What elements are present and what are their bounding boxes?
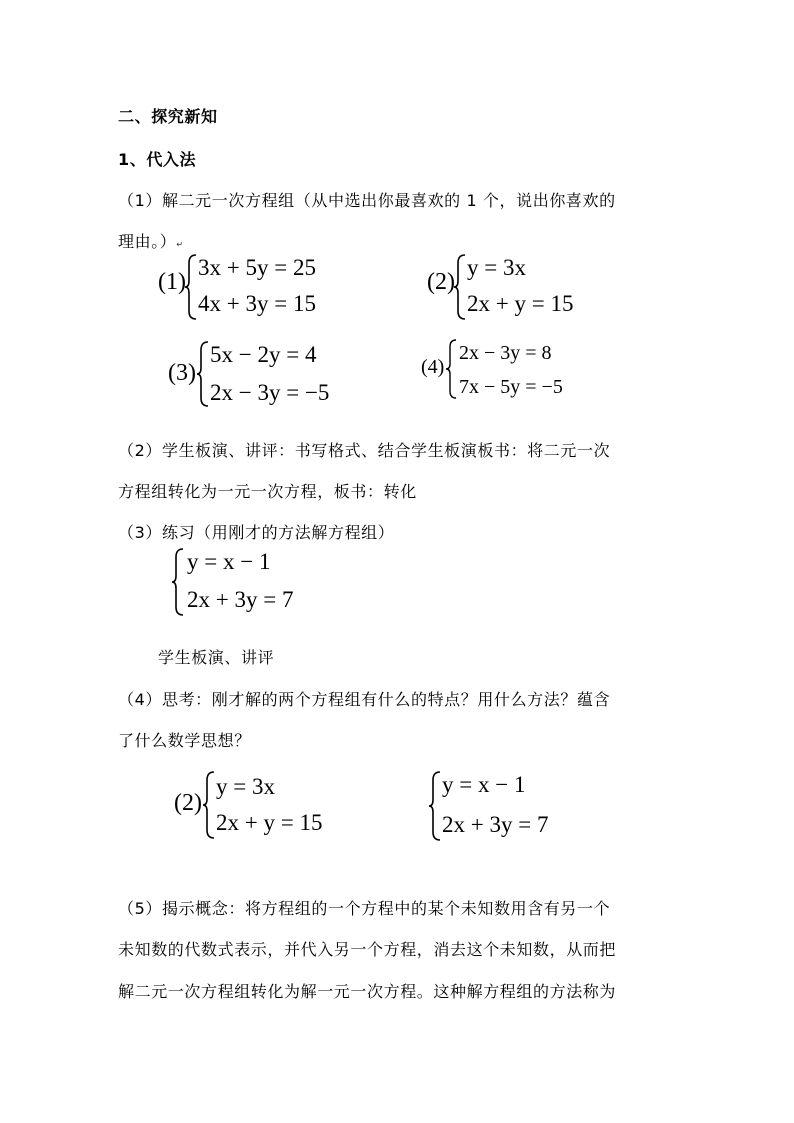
brace-icon: [202, 770, 216, 840]
system-label: (3): [168, 360, 196, 386]
system-4: [421, 338, 641, 404]
subsection-title: 1、代入法: [118, 150, 197, 169]
equation-1: y = 3x: [216, 774, 275, 799]
item2-line2: 方程组转化为一元一次方程，板书：转化: [118, 482, 417, 501]
equation-2: 2x + y = 15: [216, 810, 323, 835]
practice-system: [171, 547, 371, 617]
equation-1: 3x + 5y = 25: [198, 255, 316, 280]
equation-1: 2x − 3y = 8: [459, 342, 552, 364]
equation-1: y = x − 1: [187, 549, 271, 574]
item4-line1: （4）思考：刚才解的两个方程组有什么的特点？用什么方法？蕴含: [118, 690, 611, 709]
equation-2: 2x + y = 15: [467, 291, 574, 316]
equation-2: 2x − 3y = −5: [210, 380, 330, 405]
equation-2: 7x − 5y = −5: [459, 376, 563, 398]
item5-line2: 未知数的代数式表示，并代入另一个方程，消去这个未知数，从而把: [118, 940, 617, 959]
equation-1: 5x − 2y = 4: [210, 342, 317, 367]
system-label: (4): [421, 356, 445, 378]
system-label: (2): [427, 269, 455, 295]
item1-line2: 理由。）↵: [118, 232, 184, 251]
item5-line1: （5）揭示概念：将方程组的一个方程中的某个未知数用含有另一个: [118, 899, 611, 918]
item3-line1: （3）练习（用刚才的方法解方程组）: [118, 523, 395, 542]
system-1: [158, 253, 388, 321]
item5-line3: 解二元一次方程组转化为解一元一次方程。这种解方程组的方法称为: [118, 982, 617, 1001]
brace-icon: [445, 338, 457, 400]
equation-1: y = x − 1: [442, 772, 526, 797]
system-2: [427, 253, 627, 321]
brace-icon: [196, 340, 210, 408]
section-title: 二、探究新知: [118, 107, 218, 126]
item1-line1: （1）解二元一次方程组（从中选出你最喜欢的 1 个，说出你喜欢的: [118, 191, 616, 210]
item4-line2: 了什么数学思想？: [118, 731, 251, 750]
return-mark: ↵: [176, 240, 184, 249]
system-3: [168, 340, 398, 408]
board-note: 学生板演、讲评: [158, 648, 275, 667]
equation-2: 4x + 3y = 15: [198, 291, 316, 316]
compare-system-1: [174, 770, 374, 840]
system-label: (2): [174, 790, 202, 816]
compare-system-2: [428, 770, 628, 842]
brace-icon: [171, 547, 185, 617]
system-label: (1): [158, 269, 186, 295]
brace-icon: [184, 253, 198, 321]
brace-icon: [453, 253, 467, 321]
brace-icon: [428, 770, 442, 842]
equation-2: 2x + 3y = 7: [187, 587, 294, 612]
equation-1: y = 3x: [467, 255, 526, 280]
item2-line1: （2）学生板演、讲评：书写格式、结合学生板演板书：将二元一次: [118, 441, 611, 460]
equation-2: 2x + 3y = 7: [442, 812, 549, 837]
